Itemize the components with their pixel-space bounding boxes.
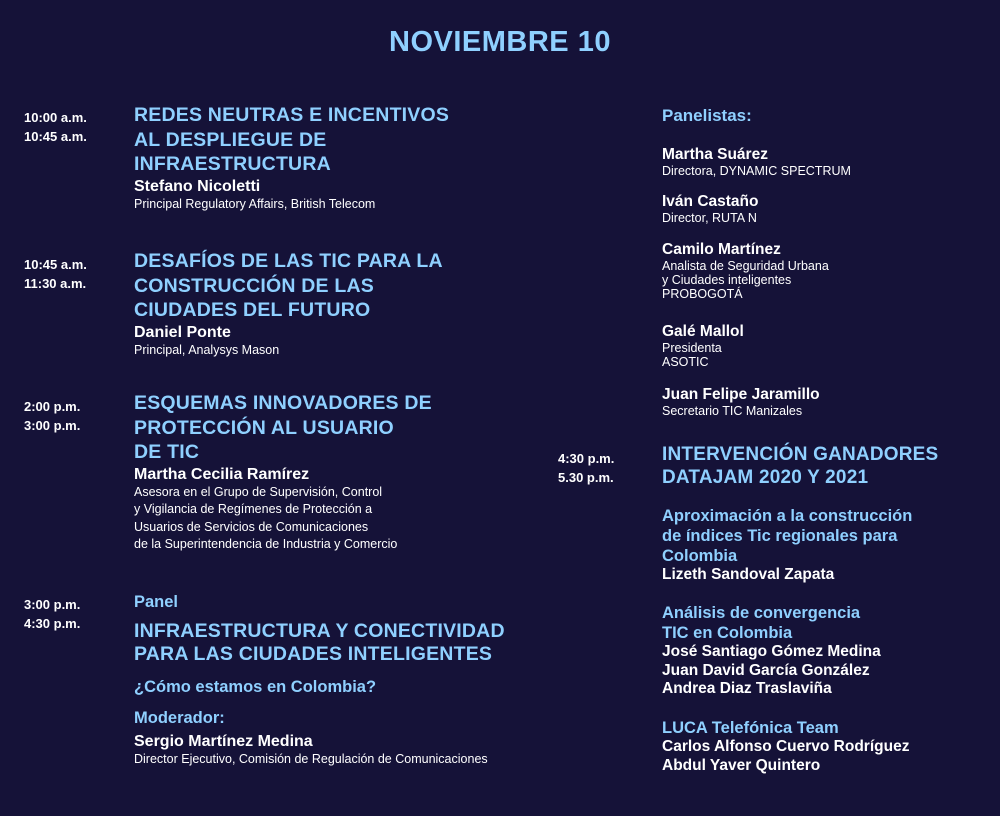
session-title [134, 391, 432, 465]
title-line: REDES NEUTRAS E INCENTIVOS [134, 104, 450, 126]
role-line: ASOTIC [662, 355, 709, 369]
session-time [558, 449, 614, 487]
session-block [134, 391, 432, 554]
author-name: Juan David García González [662, 661, 870, 679]
title-line: Aproximación a la construcción [662, 507, 913, 525]
role-line: Principal, Analysys Mason [134, 342, 280, 357]
role-line: Asesora en el Grupo de Supervisión, Control [134, 484, 383, 499]
panelist-name: Camilo Martínez [662, 241, 781, 258]
time-start: 10:45 a.m. [24, 257, 87, 272]
project [662, 506, 912, 585]
time-end: 10:45 a.m. [24, 129, 87, 144]
role-line: de la Superintendencia de Industria y Comercio [134, 537, 398, 551]
title-line: CONSTRUCCIÓN DE LAS [134, 274, 374, 297]
panel-question: ¿Cómo estamos en Colombia? [134, 678, 377, 696]
role-line: Secretario TIC Manizales [662, 404, 803, 418]
panelist [662, 193, 758, 225]
panelist-name: Iván Castaño [662, 193, 759, 210]
title-line: DESAFÍOS DE LAS TIC PARA LA [134, 250, 443, 272]
speaker-name: Daniel Ponte [134, 323, 231, 341]
panelist-name: Juan Felipe Jaramillo [662, 386, 820, 403]
panelist [662, 241, 829, 301]
time-end: 11:30 a.m. [24, 276, 87, 291]
role-line: Directora, DYNAMIC SPECTRUM [662, 164, 851, 178]
project [662, 718, 909, 775]
title-line: PROTECCIÓN AL USUARIO [134, 416, 394, 439]
session-block [134, 249, 443, 359]
title-line: AL DESPLIEGUE DE [134, 128, 327, 151]
role-line: y Vigilancia de Regímenes de Protección a [134, 502, 373, 516]
title-line: ESQUEMAS INNOVADORES DE [134, 392, 432, 414]
author-name: Lizeth Sandoval Zapata [662, 566, 835, 583]
title-line: LUCA Telefónica Team [662, 719, 839, 737]
speaker-name: Stefano Nicoletti [134, 177, 261, 195]
panelist [662, 386, 820, 418]
title-line: de índices Tic regionales para [662, 527, 898, 545]
moderator-role [134, 751, 488, 769]
role-line: Director, RUTA N [662, 211, 757, 225]
panelist-role [662, 404, 820, 418]
time-end: 5.30 p.m. [558, 470, 614, 485]
title-line: INFRAESTRUCTURA [134, 153, 331, 175]
panelists-heading: Panelistas: [662, 106, 752, 125]
author-name: Andrea Diaz Traslaviña [662, 680, 832, 697]
project-authors [662, 738, 909, 775]
panelist-role [662, 211, 758, 225]
session-time [24, 255, 87, 293]
panelist-name: Martha Suárez [662, 146, 768, 163]
role-line: PROBOGOTÁ [662, 287, 743, 301]
title-line: Colombia [662, 547, 738, 565]
author-name: José Santiago Gómez Medina [662, 643, 881, 660]
project-title [662, 603, 881, 643]
title-line: Análisis de convergencia [662, 604, 861, 622]
title-line: INTERVENCIÓN GANADORES [662, 444, 939, 465]
speaker-role [134, 196, 449, 214]
role-line: Usuarios de Servicios de Comunicaciones [134, 519, 369, 534]
panelist [662, 323, 744, 369]
session-time [24, 397, 80, 435]
project-title [662, 506, 912, 566]
session-title [134, 620, 505, 666]
session-title [134, 103, 449, 177]
time-start: 4:30 p.m. [558, 451, 615, 466]
project-authors [662, 643, 881, 699]
title-line: DE TIC [134, 441, 200, 463]
panelist-role [662, 341, 744, 369]
project [662, 603, 881, 699]
session-time [24, 595, 80, 633]
session-title [134, 249, 443, 323]
author-name: Carlos Alfonso Cuervo Rodríguez [662, 738, 910, 755]
panel-label: Panel [134, 593, 179, 611]
time-start: 10:00 a.m. [24, 110, 87, 125]
panelist-role [662, 164, 851, 178]
session-block [134, 103, 449, 213]
project-title [662, 718, 909, 738]
role-line: Director Ejecutivo, Comisión de Regulación de Comunicaciones [134, 752, 488, 766]
title-line: DATAJAM 2020 Y 2021 [662, 467, 869, 488]
speaker-name: Martha Cecilia Ramírez [134, 465, 310, 483]
moderator-name: Sergio Martínez Medina [134, 733, 313, 750]
title-line: CIUDADES DEL FUTURO [134, 299, 371, 321]
speaker-role [134, 342, 443, 360]
panelist-role [662, 259, 829, 301]
project-authors [662, 566, 912, 585]
title-line: PARA LAS CIUDADES INTELIGENTES [134, 643, 493, 665]
time-start: 2:00 p.m. [24, 399, 81, 414]
role-line: y Ciudades inteligentes [662, 273, 792, 287]
title-line: TIC en Colombia [662, 624, 793, 642]
speaker-role [134, 484, 432, 554]
time-end: 4:30 p.m. [24, 616, 81, 631]
panelist-name: Galé Mallol [662, 323, 744, 340]
intervention-title [662, 443, 938, 489]
title-line: INFRAESTRUCTURA Y CONECTIVIDAD [134, 620, 505, 642]
time-end: 3:00 p.m. [24, 418, 81, 433]
role-line: Principal Regulatory Affairs, British Telecom [134, 196, 376, 211]
moderator-label: Moderador: [134, 709, 225, 727]
role-line: Presidenta [662, 341, 722, 355]
role-line: Analista de Seguridad Urbana [662, 259, 829, 273]
panelist [662, 146, 851, 178]
time-start: 3:00 p.m. [24, 597, 81, 612]
session-time [24, 108, 87, 146]
author-name: Abdul Yaver Quintero [662, 756, 821, 774]
page-title: NOVIEMBRE 10 [389, 26, 611, 58]
